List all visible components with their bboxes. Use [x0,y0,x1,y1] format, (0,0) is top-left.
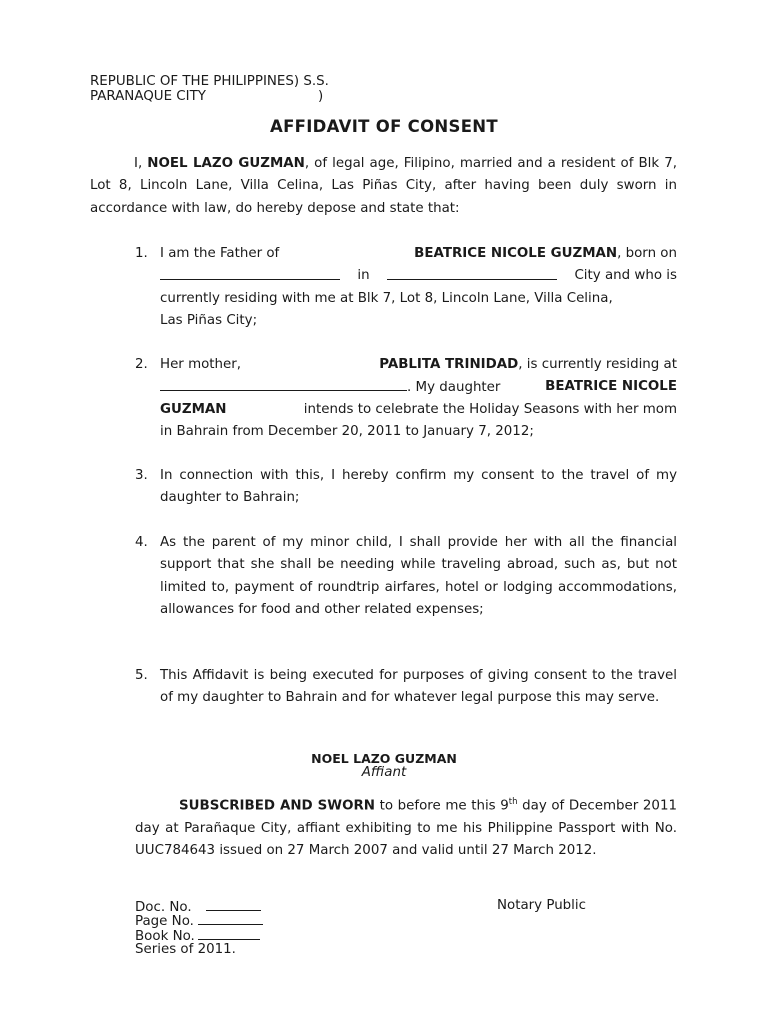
page-no-blank [198,913,263,925]
jurat-body-b: day of December 2011 day at Parañaque City, affiant exhibiting to me his Philippine Passport with No. UUC784643 issued on 27 March 2007 and valid until 27 March 2012. [135,798,677,859]
item-number: 4. [135,535,148,550]
child-name: BEATRICE NICOLE GUZMAN [414,246,618,261]
item-2-line-1 [160,354,677,376]
item-2-line-3 [160,399,677,421]
jurat-body-a: to before me this 9 [374,798,509,814]
address-blank [160,376,407,391]
intro-body: , of legal age, Filipino, married and a resident of Blk 7, Lot 8, Lincoln Lane, Villa Celina, Las Piñas City, after having been duly sworn in accordance with law, do hereby depose and state that: [90,156,677,216]
venue-line-1: REPUBLIC OF THE PHILIPPINES) S.S. [90,74,329,89]
item-2-residing: , is currently residing at [518,357,677,372]
intro-paragraph [90,153,677,220]
item-1-lead: I am the Father of [160,246,280,261]
item-number: 1. [135,246,148,261]
child-name-part-2: GUZMAN [160,401,227,417]
mother-name: PABLITA TRINIDAD [379,357,519,372]
series-line: Series of 2011. [135,942,236,957]
book-no-label: Book No. [135,929,195,944]
doc-no-label: Doc. No. [135,900,192,915]
item-1-line-3 [160,288,677,310]
doc-no-blank [206,899,261,911]
document-title: AFFIDAVIT OF CONSENT [270,117,498,136]
item-number: 3. [135,468,148,483]
affiant-label: Affiant [361,765,407,780]
birthdate-blank [160,265,340,280]
affiant-name: NOEL LAZO GUZMAN [147,156,305,171]
item-1-line-2 [160,265,677,287]
item-1-city: City and who is [574,268,677,284]
item-2-line-2 [160,376,677,398]
jurat-paragraph [135,791,677,862]
item-2-text [160,354,677,443]
affiant-signature-name: NOEL LAZO GUZMAN [311,751,457,766]
venue-paren: ) [317,89,324,104]
item-1-child [414,243,677,265]
book-no-blank [198,928,260,940]
item-number: 2. [135,357,148,372]
item-number: 5. [135,668,148,683]
notary-public-label: Notary Public [497,898,586,913]
item-1-line-4: Las Piñas City; [160,312,258,328]
item-5-text: This Affidavit is being executed for purposes of giving consent to the travel of my daughter to Bahrain and for whatever legal purpose this may serve. [160,668,677,706]
intro-lead: I, [134,156,148,171]
jurat-ordinal: th [508,797,518,807]
venue-line-2 [90,89,323,104]
item-3-text: In connection with this, I hereby confirm my consent to the travel of my daughter to Bahrain; [160,468,677,506]
child-name-part-1: BEATRICE NICOLE [545,379,677,395]
venue-city: PARANAQUE CITY [90,89,206,104]
jurat-lead: SUBSCRIBED AND SWORN [179,798,375,814]
birthplace-blank [387,265,557,280]
item-1-text [160,243,677,332]
item-2-line-4: in Bahrain from December 20, 2011 to January 7, 2012; [160,423,534,439]
item-1-line-1 [160,243,677,265]
item-2-intent: intends to celebrate the Holiday Seasons with her mom [303,401,677,417]
item-4-text: As the parent of my minor child, I shall provide her with all the financial support that she shall be needing while traveling abroad, such as, but not limited to, payment of roundtrip airfares, hotel or lodging accommodations, allowances for food and other related expenses; [160,535,677,617]
item-1-residence: currently residing with me at Blk 7, Lot 8, Lincoln Lane, Villa Celina, [160,290,613,306]
item-2-daughter: . My daughter [407,380,501,396]
page-no-label: Page No. [135,914,194,929]
item-1-born: , born on [617,246,677,261]
item-2-lead: Her mother, [160,357,242,372]
address-blank-group [160,376,500,398]
item-1-in: in [357,268,370,284]
item-2-mother [379,354,677,376]
